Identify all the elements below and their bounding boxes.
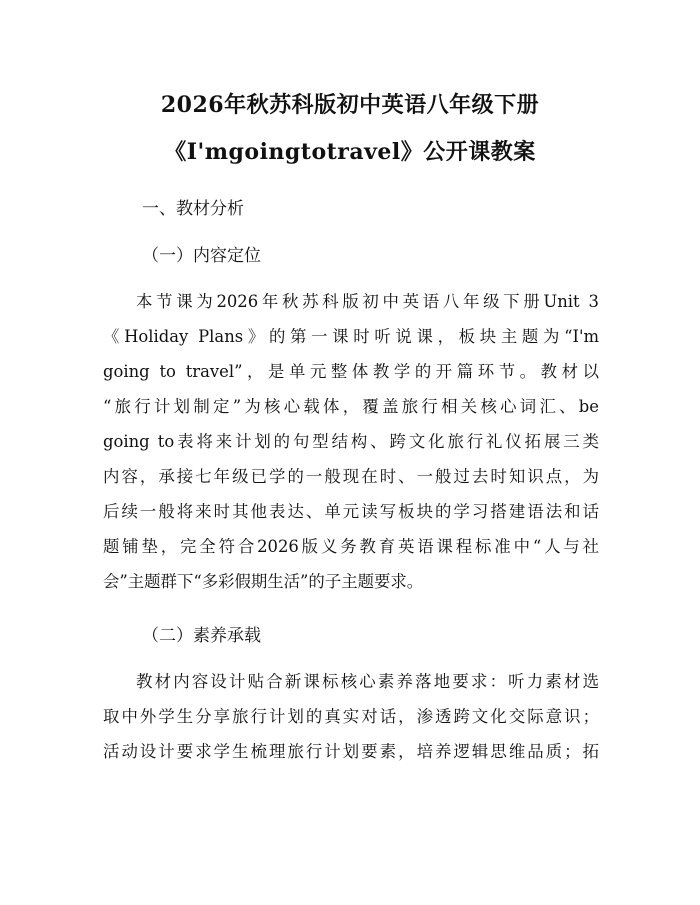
paragraph-line: 后续一般将来时其他表达、单元读写板块的学习搭建语法和话 <box>103 502 599 521</box>
document-title-line-2: 《I'mgoingtotravel》公开课教案 <box>164 139 536 165</box>
paragraph-content-positioning <box>103 284 599 599</box>
paragraph-line: 《Holiday Plans》的第一课时听说课，板块主题为“I'm <box>103 327 599 346</box>
subsection-heading-content-positioning: （一）内容定位 <box>142 246 261 266</box>
paragraph-line: 会”主题群下“多彩假期生活”的子主题要求。 <box>103 572 424 591</box>
paragraph-line: 本节课为2026年秋苏科版初中英语八年级下册Unit 3 <box>136 292 599 311</box>
paragraph-line: 内容，承接七年级已学的一般现在时、一般过去时知识点，为 <box>103 467 599 486</box>
subsection-heading-literacy-bearing: （二）素养承载 <box>142 626 261 646</box>
document-title-line-1: 2026年秋苏科版初中英语八年级下册 <box>160 92 540 118</box>
paragraph-line: 教材内容设计贴合新课标核心素养落地要求：听力素材选 <box>136 672 599 691</box>
paragraph-line: “旅行计划制定”为核心载体，覆盖旅行相关核心词汇、be <box>103 397 599 416</box>
section-heading-textbook-analysis: 一、教材分析 <box>142 199 244 219</box>
paragraph-line: 活动设计要求学生梳理旅行计划要素，培养逻辑思维品质；拓 <box>103 742 599 761</box>
paragraph-line: going to表将来计划的句型结构、跨文化旅行礼仪拓展三类 <box>103 432 599 451</box>
paragraph-line: going to travel”，是单元整体教学的开篇环节。教材以 <box>103 362 599 381</box>
paragraph-line: 题铺垫，完全符合2026版义务教育英语课程标准中“人与社 <box>103 537 599 556</box>
paragraph-line: 取中外学生分享旅行计划的真实对话，渗透跨文化交际意识； <box>103 707 599 726</box>
paragraph-literacy-bearing <box>103 664 599 769</box>
